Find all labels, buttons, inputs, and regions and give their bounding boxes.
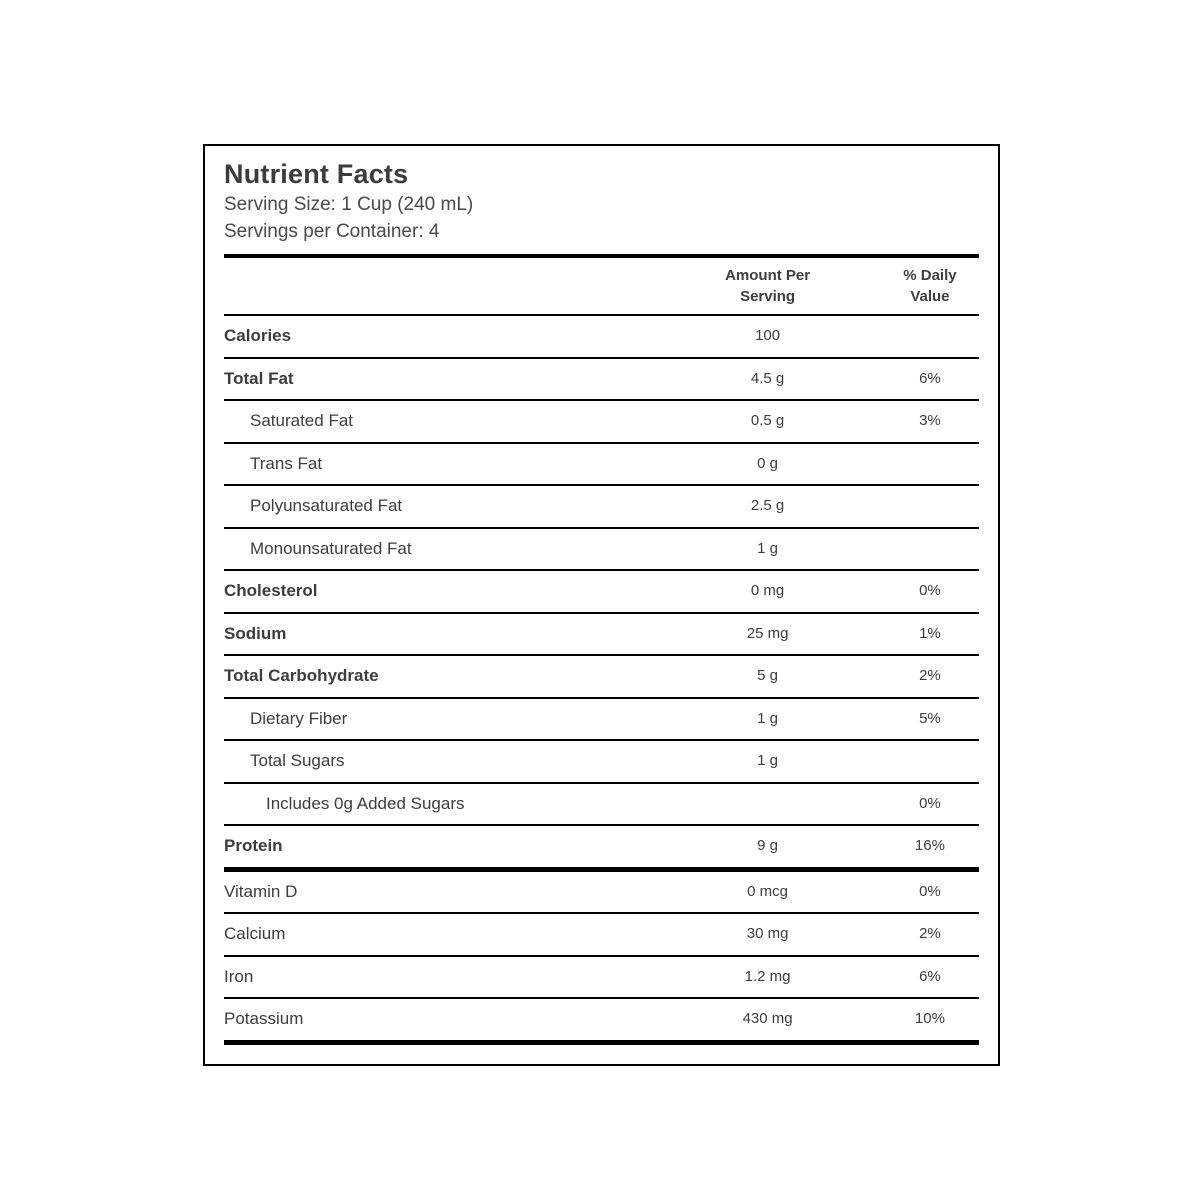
servings-per-container-text: Servings per Container: 4 xyxy=(224,221,440,242)
nutrient-daily-value: 6% xyxy=(919,967,941,985)
label-title: Nutrient Facts xyxy=(224,159,409,189)
nutrient-amount: 0.5 g xyxy=(750,412,785,430)
header-amount-per-serving xyxy=(654,265,881,307)
nutrient-daily-value: 16% xyxy=(914,837,945,855)
header-dv-line2: Value xyxy=(910,288,950,305)
nutrient-name: Iron xyxy=(224,966,254,986)
table-row xyxy=(224,914,979,957)
nutrition-label-panel xyxy=(203,144,1000,1066)
nutrient-daily-value: 3% xyxy=(919,412,941,430)
nutrient-amount: 25 mg xyxy=(746,624,789,642)
nutrient-amount: 1 g xyxy=(757,752,779,770)
header-percent-daily-value xyxy=(881,265,979,307)
table-row xyxy=(224,784,979,827)
nutrient-amount: 0 g xyxy=(757,454,779,472)
nutrient-name: Calcium xyxy=(224,924,286,944)
table-header-row xyxy=(224,258,979,316)
nutrient-name: Polyunsaturated Fat xyxy=(250,496,403,516)
nutrient-amount: 1 g xyxy=(757,539,779,557)
nutrient-daily-value: 6% xyxy=(919,369,941,387)
nutrient-amount: 0 mcg xyxy=(747,882,789,900)
table-row xyxy=(224,401,979,444)
nutrient-amount: 4.5 g xyxy=(750,369,785,387)
table-row xyxy=(224,571,979,614)
table-row xyxy=(224,359,979,402)
table-row xyxy=(224,957,979,1000)
nutrient-daily-value: 5% xyxy=(919,709,941,727)
nutrient-daily-value: 2% xyxy=(919,925,941,943)
table-row xyxy=(224,826,979,872)
nutrient-amount: 430 mg xyxy=(742,1010,793,1028)
nutrient-name: Potassium xyxy=(224,1009,304,1029)
nutrient-name: Vitamin D xyxy=(224,881,298,901)
nutrient-daily-value: 2% xyxy=(919,667,941,685)
nutrient-name: Total Fat xyxy=(224,368,294,388)
nutrient-daily-value: 0% xyxy=(919,882,941,900)
nutrient-amount: 0 mg xyxy=(750,582,785,600)
nutrient-daily-value: 1% xyxy=(919,624,941,642)
nutrient-name: Total Carbohydrate xyxy=(224,666,379,686)
table-row xyxy=(224,872,979,915)
nutrition-table xyxy=(224,258,979,1045)
nutrient-name: Protein xyxy=(224,836,283,856)
nutrient-name: Dietary Fiber xyxy=(250,708,348,728)
table-row xyxy=(224,999,979,1045)
nutrient-amount: 30 mg xyxy=(746,925,789,943)
nutrient-name: Cholesterol xyxy=(224,581,318,601)
nutrient-name: Trans Fat xyxy=(250,453,323,473)
nutrient-name: Sodium xyxy=(224,623,287,643)
nutrient-name: Monounsaturated Fat xyxy=(250,538,412,558)
table-row xyxy=(224,444,979,487)
nutrient-amount: 100 xyxy=(755,327,781,345)
nutrient-amount: 1.2 mg xyxy=(744,967,791,985)
table-row xyxy=(224,316,979,359)
nutrient-amount: 2.5 g xyxy=(750,497,785,515)
table-row xyxy=(224,741,979,784)
table-body xyxy=(224,316,979,1045)
nutrient-name: Total Sugars xyxy=(250,751,345,771)
nutrient-name: Saturated Fat xyxy=(250,411,354,431)
header-amount-line2: Serving xyxy=(740,288,796,305)
table-row xyxy=(224,656,979,699)
header-dv-line1: % Daily xyxy=(903,267,957,284)
table-row xyxy=(224,699,979,742)
nutrient-amount: 1 g xyxy=(757,709,779,727)
table-row xyxy=(224,614,979,657)
nutrient-amount: 5 g xyxy=(757,667,779,685)
table-row xyxy=(224,486,979,529)
nutrient-daily-value: 0% xyxy=(919,794,941,812)
nutrient-name: Includes 0g Added Sugars xyxy=(266,793,465,813)
nutrient-name: Calories xyxy=(224,326,292,346)
serving-size-text: Serving Size: 1 Cup (240 mL) xyxy=(224,194,474,215)
nutrient-amount: 9 g xyxy=(757,837,779,855)
table-row xyxy=(224,529,979,572)
nutrient-daily-value: 10% xyxy=(914,1010,945,1028)
header-amount-line1: Amount Per xyxy=(725,267,811,284)
nutrient-daily-value: 0% xyxy=(919,582,941,600)
